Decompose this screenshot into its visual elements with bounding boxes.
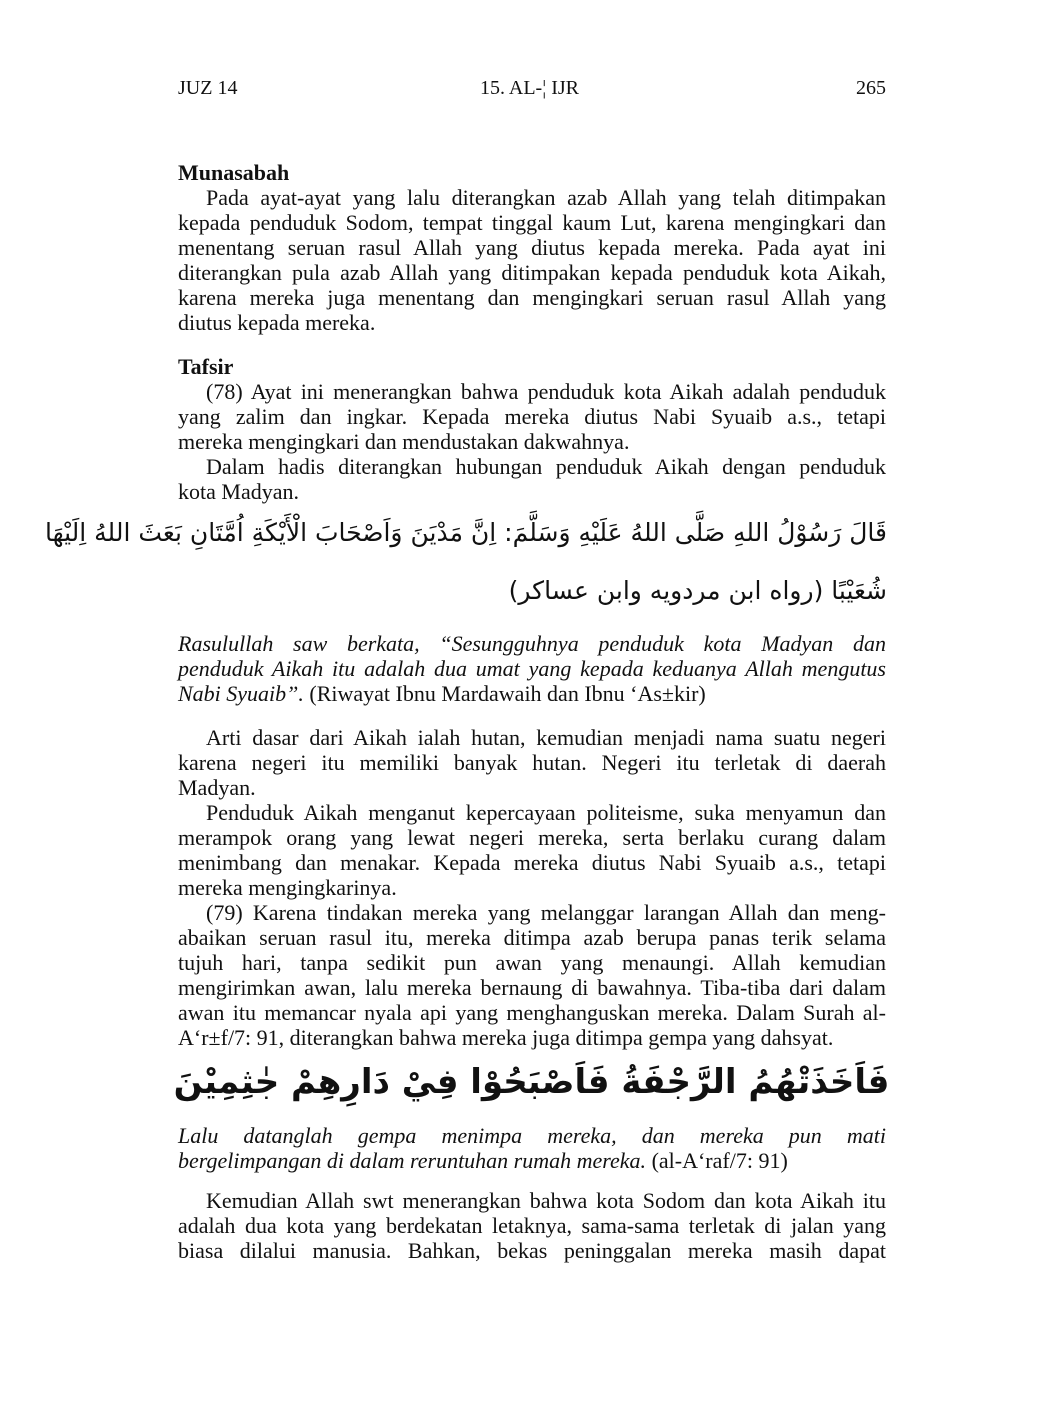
text-line: penduduk Aikah itu adalah dua umat yang kepada keduanya Allah mengutus: [178, 656, 886, 681]
text-line: mereka mengingkari dan mendustakan dakwahnya.: [178, 429, 630, 454]
text-line: Lalu datanglah gempa menimpa mereka, dan mereka pun mati: [178, 1123, 886, 1148]
text-line: Madyan.: [178, 775, 256, 800]
text-line: Nabi Syuaib”.: [178, 681, 304, 706]
section-heading-munasabah: Munasabah: [178, 160, 290, 185]
text-line: (79) Karena tindakan mereka yang melanggar larangan Allah dan meng-: [206, 900, 886, 925]
text-line: menentang seruan rasul Allah yang diutus kepada mereka. Pada ayat ini: [178, 235, 886, 260]
text-line: yang zalim dan ingkar. Kepada mereka diutus Nabi Syuaib a.s., tetapi: [178, 404, 886, 429]
text-line: Penduduk Aikah menganut kepercayaan politeisme, suka menyamun dan: [206, 800, 886, 825]
section-heading-tafsir: Tafsir: [178, 354, 234, 379]
text-line: Kemudian Allah swt menerangkan bahwa kota Sodom dan kota Aikah itu: [206, 1188, 886, 1213]
text-line: Rasulullah saw berkata, “Sesungguhnya penduduk kota Madyan dan: [178, 631, 886, 656]
running-header-juz: JUZ 14: [178, 77, 238, 99]
text-line: mengirimkan awan, lalu mereka bernaung di bawahnya. Tiba-tiba dari dalam: [178, 975, 886, 1000]
page-number: 265: [856, 77, 886, 99]
hadith-arabic-line-1: قَالَ رَسُوْلُ اللهِ صَلَّى اللهُ عَلَيْهِ وَسَلَّمَ: اِنَّ مَدْيَنَ وَاَصْحَابَ الْأَيْكَةِ اُمَّتَانِ بَعَثَ اللهُ اِلَيْهَا: [44, 518, 887, 547]
text-line: merampok orang yang lewat negeri mereka, serta berlaku curang dalam: [178, 825, 886, 850]
text-line: tujuh hari, tanpa sedikit pun awan yang menaungi. Allah kemudian: [178, 950, 886, 975]
munasabah-section: [178, 160, 886, 335]
text-line: karena mereka juga menentang dan mengingkari seruan rasul Allah yang: [178, 285, 886, 310]
text-line: abaikan seruan rasul itu, mereka ditimpa azab berupa panas terik selama: [178, 925, 886, 950]
text-line: awan itu memancar nyala api yang menghanguskan mereka. Dalam Surah al-: [178, 1000, 886, 1025]
hadith-arabic-line-2: شُعَيْبًا (رواه ابن مردويه وابن عساكر): [508, 576, 887, 605]
tafsir-78: [178, 354, 886, 504]
text-line: adalah dua kota yang berdekatan letaknya, sama-sama terletak di jalan yang: [178, 1213, 886, 1238]
text-line: menimbang dan menakar. Kepada mereka diutus Nabi Syuaib a.s., tetapi: [178, 850, 886, 875]
text-line: A‘r±f/7: 91, diterangkan bahwa mereka juga ditimpa gempa yang dahsyat.: [178, 1025, 834, 1050]
text-line: kota Madyan.: [178, 479, 299, 504]
text-line: karena negeri itu memiliki banyak hutan. Negeri itu terletak di daerah: [178, 750, 886, 775]
text-line: mereka mengingkarinya.: [178, 875, 397, 900]
text-line: Pada ayat-ayat yang lalu diterangkan azab Allah yang telah ditimpakan: [206, 185, 886, 210]
ayah-translation: [178, 1123, 886, 1173]
arti-paragraph: [178, 725, 886, 1050]
ayah-source: (al-A‘raf/7: 91): [646, 1148, 788, 1173]
ayah-arabic: فَاَخَذَتْهُمُ الرَّجْفَةُ فَاَصْبَحُوْا فِيْ دَارِهِمْ جٰثِمِيْنَ: [173, 1062, 890, 1102]
text-line: diutus kepada mereka.: [178, 310, 376, 335]
text-line: kepada penduduk Sodom, tempat tinggal kaum Lut, karena mengingkari dan: [178, 210, 886, 235]
text-line: Dalam hadis diterangkan hubungan penduduk Aikah dengan penduduk: [206, 454, 886, 479]
hadith-translation: [178, 631, 886, 706]
kemudian-paragraph: [178, 1188, 886, 1263]
hadith-source: (Riwayat Ibnu Mardawaih dan Ibnu ‘As±kir): [303, 681, 706, 706]
text-line: Arti dasar dari Aikah ialah hutan, kemudian menjadi nama suatu negeri: [206, 725, 886, 750]
running-header-surah: 15. AL-¦ IJR: [480, 77, 580, 99]
text-line: bergelimpangan di dalam reruntuhan rumah mereka.: [178, 1148, 647, 1173]
text-line: biasa dilalui manusia. Bahkan, bekas peninggalan mereka masih dapat: [178, 1238, 886, 1263]
text-line: diterangkan pula azab Allah yang ditimpakan kepada penduduk kota Aikah,: [178, 260, 886, 285]
text-line: (78) Ayat ini menerangkan bahwa penduduk kota Aikah adalah penduduk: [206, 379, 886, 404]
